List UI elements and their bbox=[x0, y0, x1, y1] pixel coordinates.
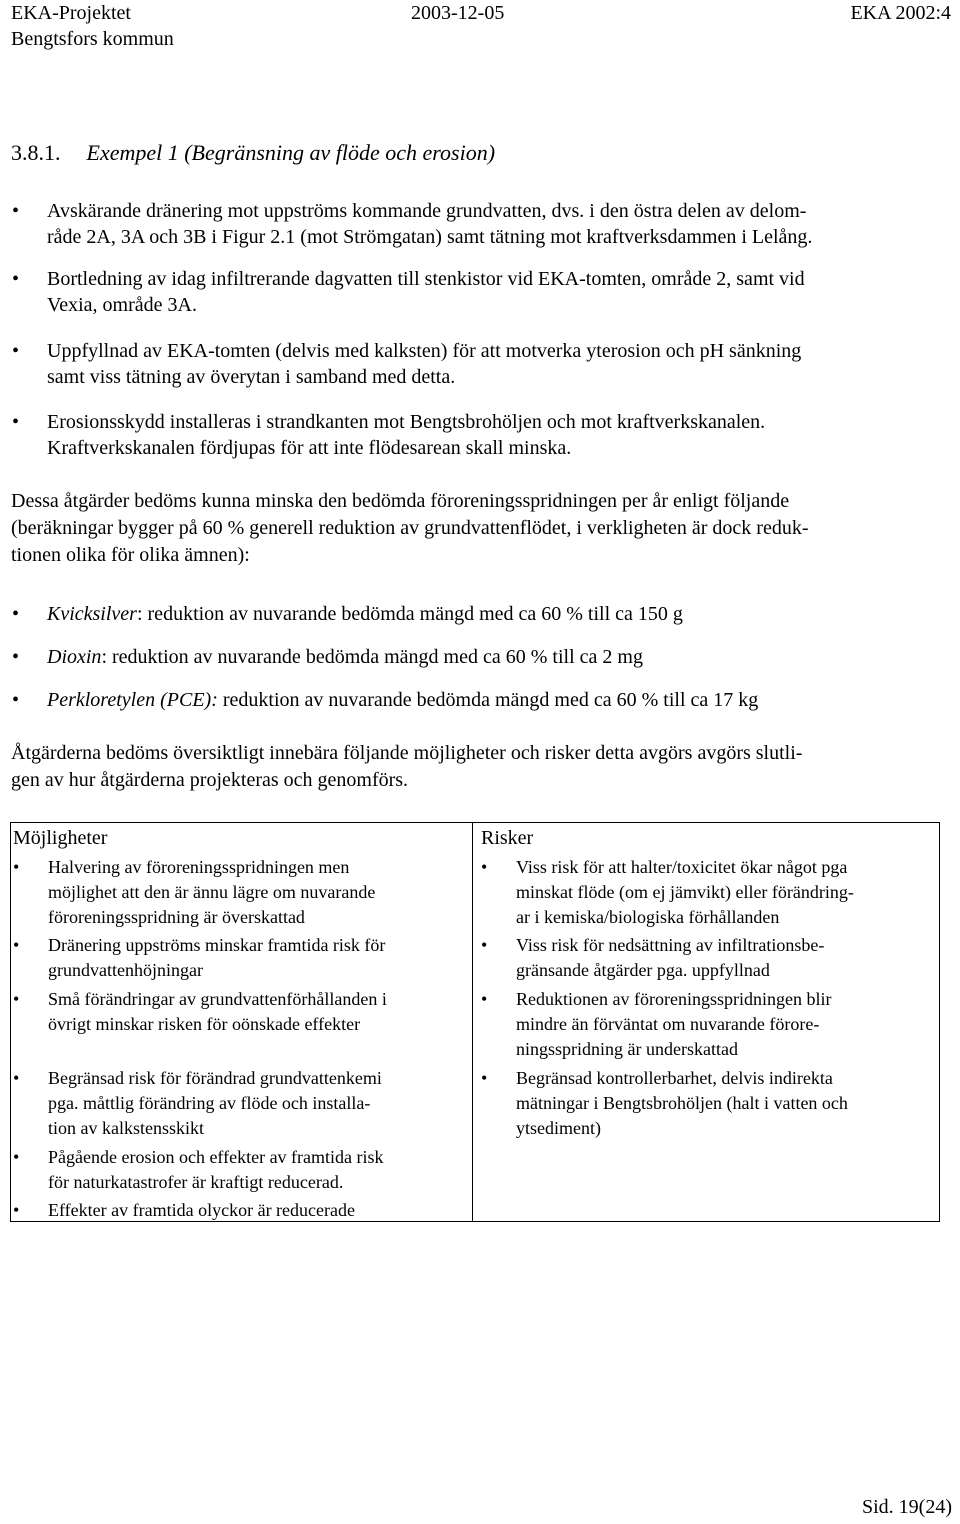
bullet-icon: • bbox=[12, 689, 20, 711]
measure-line: råde 2A, 3A och 3B i Figur 2.1 (mot Strömgatan) samt tätning mot kraftverksdammen i Lelång. bbox=[47, 226, 813, 248]
risk-line: ningsspridning är underskattad bbox=[516, 1039, 738, 1059]
paragraph-line: gen av hur åtgärderna projekteras och genomförs. bbox=[11, 769, 409, 791]
header-project: EKA-Projektet bbox=[11, 2, 131, 24]
bullet-icon: • bbox=[13, 1147, 20, 1167]
bullet-icon: • bbox=[13, 989, 20, 1009]
opportunity-line: möjlighet att den är ännu lägre om nuvarande bbox=[48, 882, 376, 902]
bullet-icon: • bbox=[481, 1068, 488, 1088]
assessment-paragraph bbox=[11, 740, 956, 794]
substance-name: Perkloretylen (PCE): bbox=[47, 689, 218, 711]
opportunity-line: för naturkatastrofer är kraftigt reducerad. bbox=[48, 1172, 344, 1192]
risks-header: Risker bbox=[481, 827, 534, 849]
header-municipality: Bengtsfors kommun bbox=[11, 28, 174, 50]
bullet-icon: • bbox=[12, 411, 20, 433]
bullet-icon: • bbox=[13, 857, 20, 877]
section-title: Exempel 1 (Begränsning av flöde och erosion) bbox=[86, 140, 496, 165]
bullet-icon: • bbox=[12, 200, 20, 222]
risk-line: ytsediment) bbox=[516, 1118, 601, 1138]
opportunity-line: föroreningsspridning är överskattad bbox=[48, 907, 305, 927]
opportunity-line: Begränsad risk för förändrad grundvattenkemi bbox=[48, 1068, 382, 1088]
opportunity-line: Pågående erosion och effekter av framtida risk bbox=[48, 1147, 384, 1167]
opportunity-line: Små förändringar av grundvattenförhållanden i bbox=[48, 989, 387, 1009]
bullet-icon: • bbox=[12, 646, 20, 668]
paragraph-line: Dessa åtgärder bedöms kunna minska den bedömda föroreningsspridningen per år enligt följande bbox=[11, 490, 790, 512]
risk-line: Reduktionen av föroreningsspridningen blir bbox=[516, 989, 832, 1009]
risk-line: ar i kemiska/biologiska förhållanden bbox=[516, 907, 780, 927]
opportunities-header: Möjligheter bbox=[13, 827, 108, 849]
measure-line: Erosionsskydd installeras i strandkanten mot Bengtsbrohöljen och mot kraftverkskanalen. bbox=[47, 411, 766, 433]
bullet-icon: • bbox=[12, 340, 20, 362]
risk-line: Viss risk för nedsättning av infiltrationsbe- bbox=[516, 935, 825, 955]
column-divider bbox=[472, 823, 473, 1221]
measure-line: Avskärande dränering mot uppströms kommande grundvatten, dvs. i den östra delen av delom- bbox=[47, 200, 807, 222]
measure-line: Uppfyllnad av EKA-tomten (delvis med kalksten) för att motverka yterosion och pH sänkning bbox=[47, 340, 802, 362]
risk-line: mindre än förväntat om nuvarande förore- bbox=[516, 1014, 820, 1034]
risk-line: Begränsad kontrollerbarhet, delvis indirekta bbox=[516, 1068, 833, 1088]
bullet-icon: • bbox=[13, 935, 20, 955]
paragraph-line: (beräkningar bygger på 60 % generell reduktion av grundvattenflödet, i verkligheten är dock reduk- bbox=[11, 517, 809, 539]
section-heading bbox=[11, 140, 495, 166]
page-number: Sid. 19(24) bbox=[862, 1496, 952, 1518]
effect-paragraph bbox=[11, 488, 956, 569]
reduction-text: : reduktion av nuvarande bedömda mängd med ca 60 % till ca 2 mg bbox=[101, 646, 643, 668]
opportunity-line: övrigt minskar risken för oönskade effekter bbox=[48, 1014, 361, 1034]
measure-line: Bortledning av idag infiltrerande dagvatten till stenkistor vid EKA-tomten, område 2, samt vid bbox=[47, 268, 805, 290]
opportunity-line: tion av kalkstensskikt bbox=[48, 1118, 204, 1138]
substance-name: Dioxin bbox=[47, 646, 102, 668]
bullet-icon: • bbox=[13, 1200, 20, 1220]
bullet-icon: • bbox=[481, 935, 488, 955]
bullet-icon: • bbox=[481, 989, 488, 1009]
reduction-text: reduktion av nuvarande bedömda mängd med ca 60 % till ca 17 kg bbox=[217, 689, 759, 711]
section-number: 3.8.1. bbox=[11, 140, 61, 165]
substance-name: Kvicksilver bbox=[47, 603, 137, 625]
bullet-icon: • bbox=[12, 603, 20, 625]
opportunity-line: pga. måttlig förändring av flöde och installa- bbox=[48, 1093, 371, 1113]
paragraph-line: Åtgärderna bedöms översiktligt innebära följande möjligheter och risker detta avgörs avgörs slutli- bbox=[11, 742, 803, 764]
opportunity-line: grundvattenhöjningar bbox=[48, 960, 203, 980]
risk-line: mätningar i Bengtsbrohöljen (halt i vatten och bbox=[516, 1093, 848, 1113]
measure-line: samt viss tätning av överytan i samband med detta. bbox=[47, 366, 456, 388]
opportunities-risks-table bbox=[10, 822, 940, 1222]
measure-line: Kraftverkskanalen fördjupas för att inte flödesarean skall minska. bbox=[47, 437, 572, 459]
header-date: 2003-12-05 bbox=[411, 2, 505, 24]
risk-line: gränsande åtgärder pga. uppfyllnad bbox=[516, 960, 770, 980]
bullet-icon: • bbox=[12, 268, 20, 290]
opportunity-line: Dränering uppströms minskar framtida risk för bbox=[48, 935, 386, 955]
risk-line: minskat flöde (om ej jämvikt) eller förändring- bbox=[516, 882, 854, 902]
paragraph-line: tionen olika för olika ämnen): bbox=[11, 544, 250, 566]
reduction-text: : reduktion av nuvarande bedömda mängd med ca 60 % till ca 150 g bbox=[136, 603, 683, 625]
bullet-icon: • bbox=[13, 1068, 20, 1088]
risk-line: Viss risk för att halter/toxicitet ökar något pga bbox=[516, 857, 848, 877]
bullet-icon: • bbox=[481, 857, 488, 877]
opportunity-line: Halvering av föroreningsspridningen men bbox=[48, 857, 350, 877]
measure-line: Vexia, område 3A. bbox=[47, 294, 197, 316]
header-doc-id: EKA 2002:4 bbox=[850, 2, 951, 24]
opportunity-line: Effekter av framtida olyckor är reducerade bbox=[48, 1200, 355, 1220]
